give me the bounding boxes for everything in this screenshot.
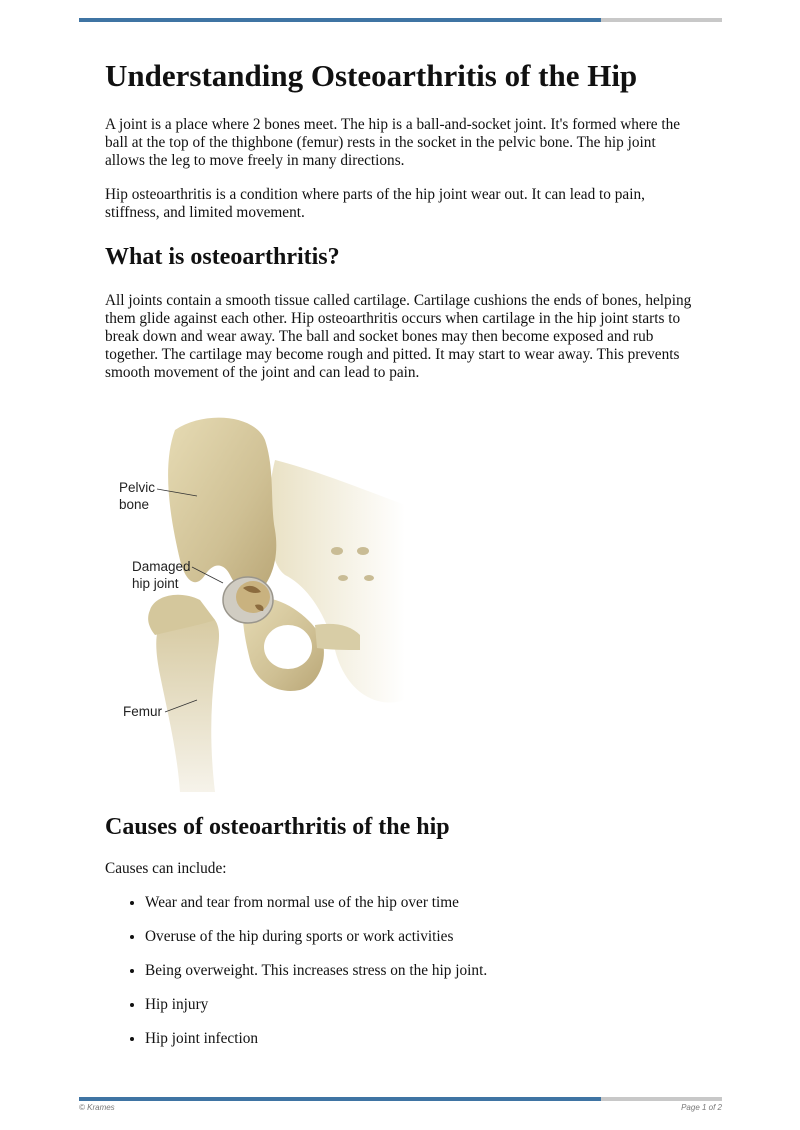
footer-copyright: © Krames: [79, 1103, 115, 1112]
label-pelvic-line1: Pelvic: [119, 480, 156, 495]
top-progress-fill: [79, 18, 601, 22]
label-damaged-line2: hip joint: [132, 576, 179, 591]
causes-intro: Causes can include:: [105, 860, 227, 877]
intro-paragraph-1: A joint is a place where 2 bones meet. The hip is a ball-and-socket joint. It's formed where the ball at the top of the thighbone (femur) rests in the socket in the pelvic bone. The hip joint allows the leg to move freely in many directions.: [105, 116, 681, 169]
list-item: • Hip joint infection: [145, 1030, 695, 1048]
list-item: • Hip injury: [145, 996, 695, 1014]
causes-list: [105, 894, 695, 1048]
document-body: [105, 56, 695, 1064]
label-pelvic-line2: bone: [119, 497, 150, 512]
section-what-paragraph: All joints contain a smooth tissue called cartilage. Cartilage cushions the ends of bones, helping them glide against each other. Hip osteoarthritis occurs when cartilage in the hip joint starts to break down and wear away. The ball and socket bones may then become exposed and rub together. The cartilage may become rough and pitted. It may start to wear away. This prevents smooth movement of the joint and can lead to pain.: [105, 292, 692, 381]
list-item: • Being overweight. This increases stress on the hip joint.: [145, 962, 695, 980]
footer-page-number: Page 1 of 2: [681, 1103, 722, 1112]
list-item: • Wear and tear from normal use of the hip over time: [145, 894, 695, 912]
top-progress-bar: [79, 18, 722, 22]
bottom-progress-fill: [79, 1097, 601, 1101]
femur-shape: [156, 612, 219, 792]
page-title: Understanding Osteoarthritis of the Hip: [105, 58, 638, 93]
bottom-progress-bar: [79, 1097, 722, 1101]
hip-joint-illustration: [105, 410, 415, 792]
label-femur: Femur: [123, 704, 163, 719]
list-item: • Overuse of the hip during sports or work activities: [145, 928, 695, 946]
intro-paragraph-2: Hip osteoarthritis is a condition where parts of the hip joint wear out. It can lead to pain, stiffness, and limited movement.: [105, 186, 645, 221]
label-damaged-line1: Damaged: [132, 559, 191, 574]
section-heading-what: What is osteoarthritis?: [105, 244, 340, 270]
section-heading-causes: Causes of osteoarthritis of the hip: [105, 814, 450, 840]
